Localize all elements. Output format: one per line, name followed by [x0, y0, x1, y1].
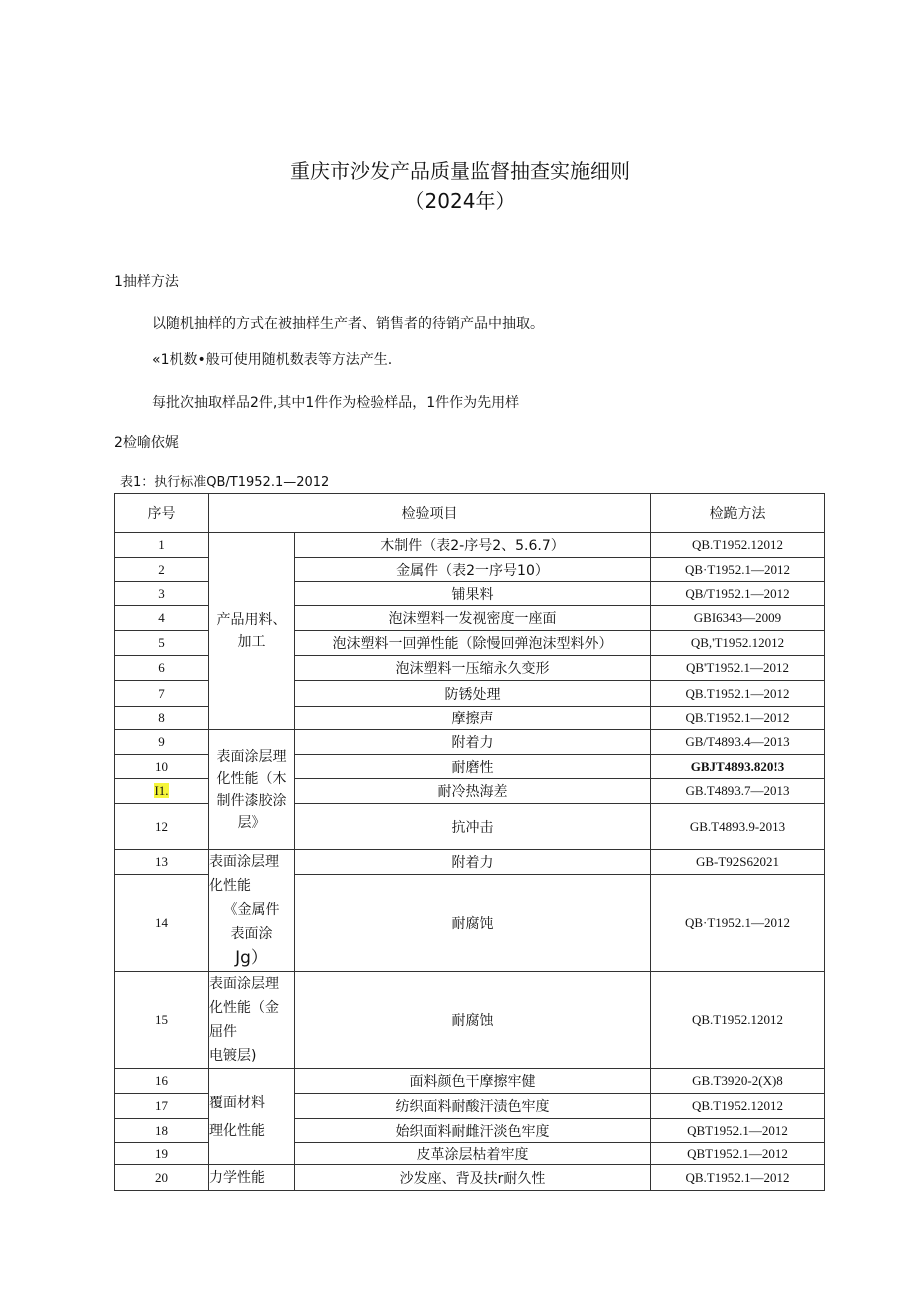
row-seq: 8	[115, 707, 209, 730]
category-line: 表面涂层理	[209, 854, 279, 870]
row-method: GB/T4893.4—2013	[651, 730, 825, 755]
section-heading-basis: 2检喻依娓	[114, 435, 179, 451]
row-seq: 13	[115, 850, 209, 875]
header-seq: 序号	[115, 494, 209, 533]
highlighted-seq: I1.	[154, 783, 169, 798]
category-line: Jg）	[235, 948, 268, 968]
row-method: QB.T1952.1—2012	[651, 1165, 825, 1191]
row-item: 耐腐蚀	[295, 972, 651, 1069]
row-item: 摩擦声	[295, 707, 651, 730]
category-label: 产品用料、 加工	[216, 612, 287, 650]
row-method: GB-T92S62021	[651, 850, 825, 875]
row-method: GBI6343—2009	[651, 606, 825, 631]
row-item: 始织面料耐雌汗淡色牢度	[295, 1119, 651, 1143]
row-seq: 18	[115, 1119, 209, 1143]
row-item: 铺果料	[295, 582, 651, 606]
row-method: QB.T1952.12012	[651, 1094, 825, 1119]
row-method: QB.T1952.12012	[651, 533, 825, 558]
row-seq: 7	[115, 681, 209, 707]
category-line: 化性能（金	[209, 1000, 279, 1016]
row-seq: 5	[115, 631, 209, 656]
row-method: GB.T4893.9-2013	[651, 804, 825, 850]
category-line: 表面涂	[230, 926, 273, 942]
row-item: 面料颜色干摩擦牢健	[295, 1069, 651, 1094]
category-plating	[209, 972, 295, 1069]
row-seq: 6	[115, 656, 209, 681]
table-caption: 表1：执行标准QB/T1952.1—2012	[120, 475, 330, 490]
row-item: 附着力	[295, 850, 651, 875]
row-method: QB.T1952.1—2012	[651, 681, 825, 707]
row-item: 防锈处理	[295, 681, 651, 707]
paragraph-sampling-method: 以随机抽样的方式在被抽样生产者、销售者的待销产品中抽取。	[152, 316, 544, 332]
row-seq: 20	[115, 1165, 209, 1191]
row-item: 皮革涂层枯着牢度	[295, 1143, 651, 1165]
row-seq: 4	[115, 606, 209, 631]
category-materials	[209, 533, 295, 730]
category-line: 电镀层)	[209, 1048, 257, 1064]
row-item: 耐腐饨	[295, 875, 651, 972]
row-seq: 2	[115, 558, 209, 582]
category-line: 制件漆胶涂	[216, 792, 287, 809]
row-method: QB,'T1952.12012	[651, 631, 825, 656]
category-line: 屈件	[209, 1024, 237, 1040]
document-title: 重庆市沙发产品质量监督抽查实施细则	[290, 159, 630, 183]
row-item: 泡沫塑料一发视密度一座面	[295, 606, 651, 631]
category-line: 化性能（木	[216, 770, 287, 787]
category-line: 化性能	[209, 878, 251, 894]
category-mechanical: 力学性能	[209, 1165, 295, 1191]
category-line: 层》	[237, 814, 266, 831]
category-line: 表面涂层理	[216, 748, 287, 765]
row-item: 金属件（表2一序号10）	[295, 558, 651, 582]
row-method: QB·T1952.1—2012	[651, 558, 825, 582]
row-item: 纺织面料耐酸汗渍色牢度	[295, 1094, 651, 1119]
row-method: QBT1952.1—2012	[651, 1119, 825, 1143]
row-item: 抗冲击	[295, 804, 651, 850]
row-method: GB.T3920-2(X)8	[651, 1069, 825, 1094]
row-item: 耐磨性	[295, 755, 651, 779]
row-seq: 9	[115, 730, 209, 755]
category-covering	[209, 1069, 295, 1165]
row-seq	[115, 779, 209, 804]
standards-table	[114, 493, 825, 1191]
row-item: 木制件（表2-序号2、5.6.7）	[295, 533, 651, 558]
table-header-row	[115, 494, 825, 533]
document-subtitle: （2024年）	[404, 189, 516, 213]
row-seq: 15	[115, 972, 209, 1069]
row-seq: 10	[115, 755, 209, 779]
row-item: 泡沫塑料一压缩永久变形	[295, 656, 651, 681]
row-seq: 1	[115, 533, 209, 558]
category-line: 表面涂层理	[209, 976, 279, 992]
table-row	[115, 730, 825, 755]
row-method: QB·T1952.1—2012	[651, 875, 825, 972]
table-row	[115, 1165, 825, 1191]
row-method: QB.T1952.1—2012	[651, 707, 825, 730]
category-line: 理化性能	[209, 1122, 265, 1139]
paragraph-random-number: «1机数•般可使用随机数表等方法产生.	[152, 352, 393, 368]
row-method: QB/T1952.1—2012	[651, 582, 825, 606]
row-method: GBJT4893.820!3	[651, 755, 825, 779]
row-item: 泡沫塑料一回弹性能（除慢回弹泡沫型料外）	[295, 631, 651, 656]
row-item: 沙发座、背及扶r耐久性	[295, 1165, 651, 1191]
row-method: QB'T1952.1—2012	[651, 656, 825, 681]
category-wood-coating	[209, 730, 295, 850]
table-row	[115, 850, 825, 875]
category-line: 覆面材料	[209, 1094, 265, 1111]
row-item: 附着力	[295, 730, 651, 755]
table-row	[115, 533, 825, 558]
header-method: 检跪方法	[651, 494, 825, 533]
row-method: QB.T1952.12012	[651, 972, 825, 1069]
row-seq: 3	[115, 582, 209, 606]
row-seq: 17	[115, 1094, 209, 1119]
table-row	[115, 972, 825, 1069]
section-heading-sampling: 1抽样方法	[114, 274, 179, 290]
category-line: 《金属件	[223, 902, 280, 918]
header-item: 检验项目	[209, 494, 651, 533]
row-seq: 19	[115, 1143, 209, 1165]
paragraph-sample-count: 每批次抽取样品2件,其中1件作为检验样品，1件作为先用样	[152, 395, 520, 411]
category-metal-coating	[209, 850, 295, 972]
row-method: QBT1952.1—2012	[651, 1143, 825, 1165]
row-method: GB.T4893.7—2013	[651, 779, 825, 804]
row-item: 耐冷热海差	[295, 779, 651, 804]
row-seq: 12	[115, 804, 209, 850]
table-row	[115, 1069, 825, 1094]
row-seq: 14	[115, 875, 209, 972]
row-seq: 16	[115, 1069, 209, 1094]
